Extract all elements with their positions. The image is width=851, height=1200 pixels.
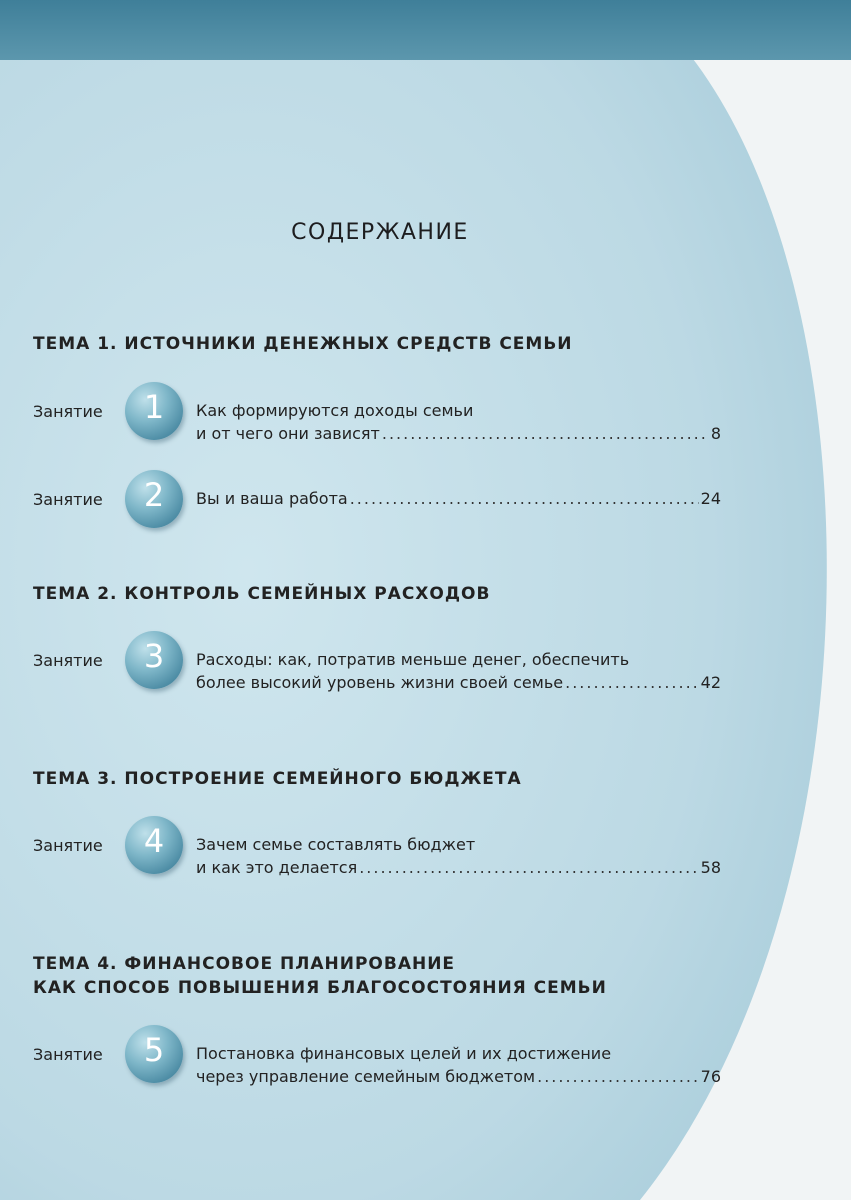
lesson-3[interactable] [33, 631, 723, 695]
dot-leader [382, 422, 709, 445]
topic-4-title-line-2: КАК СПОСОБ ПОВЫШЕНИЯ БЛАГОСОСТОЯНИЯ СЕМЬИ [33, 978, 607, 998]
lesson-5-entry [196, 1042, 721, 1088]
lesson-number-badge [125, 816, 183, 874]
dot-leader [359, 856, 698, 879]
top-color-band [0, 0, 851, 60]
lesson-5-title-line-1: Постановка финансовых целей и их достижение [196, 1044, 612, 1063]
dot-leader [350, 487, 699, 510]
topic-3-label: ТЕМА 3. [33, 769, 118, 789]
lesson-1-title-line-1: Как формируются доходы семьи [196, 401, 474, 420]
contents-heading: СОДЕРЖАНИЕ [291, 220, 469, 245]
lesson-5-title-line-2: через управление семейным бюджетом [196, 1067, 536, 1086]
lesson-number-badge [125, 470, 183, 528]
topic-4-label: ТЕМА 4. [33, 954, 118, 974]
lesson-number: 5 [143, 1031, 165, 1069]
lesson-1-page-number: 8 [710, 424, 721, 443]
lesson-number: 4 [143, 822, 165, 860]
lesson-3-title-line-1: Расходы: как, потратив меньше денег, обеспечить [196, 650, 630, 669]
lesson-number: 2 [143, 476, 165, 514]
topic-2-heading [33, 582, 490, 606]
dot-leader [537, 1065, 699, 1088]
lesson-2-entry [196, 487, 721, 510]
lesson-label: Занятие [33, 836, 103, 855]
lesson-3-title-line-2: более высокий уровень жизни своей семье [196, 673, 564, 692]
topic-4-title: ФИНАНСОВОЕ ПЛАНИРОВАНИЕ [124, 954, 456, 974]
topic-2-title: КОНТРОЛЬ СЕМЕЙНЫХ РАСХОДОВ [124, 584, 491, 604]
lesson-2-title-line-1: Вы и ваша работа [196, 489, 348, 508]
lesson-number: 1 [143, 388, 165, 426]
lesson-label: Занятие [33, 402, 103, 421]
topic-4-heading [33, 952, 607, 1000]
lesson-1-entry [196, 399, 721, 445]
topic-1-title: ИСТОЧНИКИ ДЕНЕЖНЫХ СРЕДСТВ СЕМЬИ [124, 334, 573, 354]
lesson-4-page-number: 58 [700, 858, 721, 877]
topic-3-title: ПОСТРОЕНИЕ СЕМЕЙНОГО БЮДЖЕТА [124, 769, 522, 789]
lesson-4-title-line-2: и как это делается [196, 858, 358, 877]
lesson-1[interactable] [33, 382, 723, 446]
topic-2-label: ТЕМА 2. [33, 584, 118, 604]
topic-1-heading [33, 332, 573, 356]
lesson-label: Занятие [33, 651, 103, 670]
lesson-2-page-number: 24 [700, 489, 721, 508]
topic-3-heading [33, 767, 522, 791]
lesson-label: Занятие [33, 490, 103, 509]
lesson-number-badge [125, 1025, 183, 1083]
lesson-3-page-number: 42 [700, 673, 721, 692]
lesson-2[interactable] [33, 470, 723, 534]
lesson-4[interactable] [33, 816, 723, 880]
lesson-5[interactable] [33, 1025, 723, 1089]
lesson-5-page-number: 76 [700, 1067, 721, 1086]
lesson-4-entry [196, 833, 721, 879]
lesson-1-title-line-2: и от чего они зависят [196, 424, 380, 443]
dot-leader [565, 671, 699, 694]
lesson-3-entry [196, 648, 721, 694]
lesson-label: Занятие [33, 1045, 103, 1064]
lesson-number-badge [125, 631, 183, 689]
lesson-number: 3 [143, 637, 165, 675]
topic-1-label: ТЕМА 1. [33, 334, 118, 354]
lesson-number-badge [125, 382, 183, 440]
lesson-4-title-line-1: Зачем семье составлять бюджет [196, 835, 476, 854]
